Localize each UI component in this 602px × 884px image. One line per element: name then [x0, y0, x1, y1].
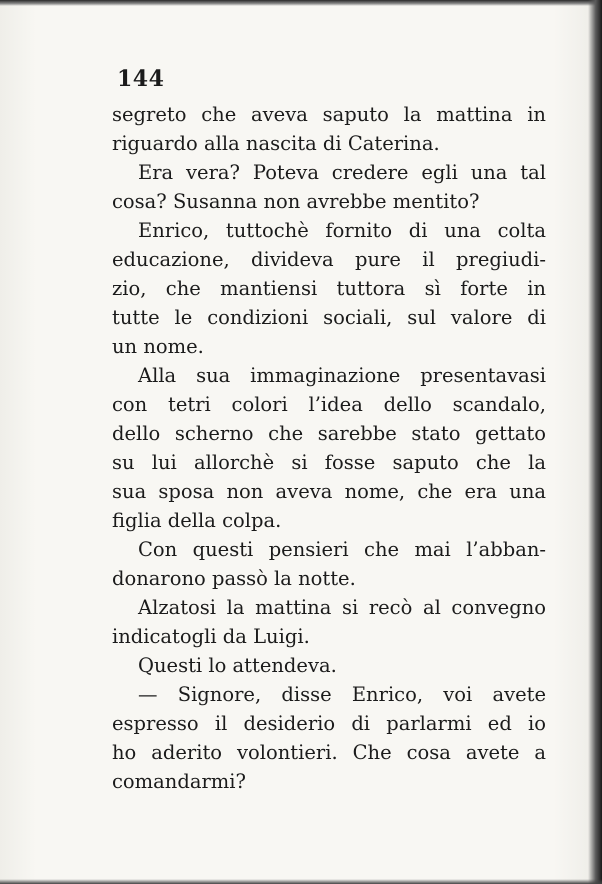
- text-line: zio, che mantiensi tuttora sì forte in: [112, 277, 546, 300]
- text-line: educazione, divideva pure il pregiudi-: [112, 248, 546, 271]
- text-line: segreto che aveva saputo la mattina in: [112, 103, 546, 126]
- text-line: Alla sua immaginazione presentavasi: [138, 364, 546, 387]
- text-line: — Signore, disse Enrico, voi avete: [138, 683, 546, 706]
- text-line: un nome.: [112, 335, 204, 358]
- text-line: espresso il desiderio di parlarmi ed io: [112, 712, 546, 735]
- text-line: con tetri colori l’idea dello scandalo,: [112, 393, 546, 416]
- text-line: Era vera? Poteva credere egli una tal: [138, 161, 546, 184]
- text-line: indicatogli da Luigi.: [112, 625, 310, 648]
- text-line: figlia della colpa.: [112, 509, 282, 532]
- text-line: tutte le condizioni sociali, sul valore di: [112, 306, 546, 329]
- text-line: Questi lo attendeva.: [138, 654, 337, 677]
- text-line: Alzatosi la mattina si recò al convegno: [138, 596, 546, 619]
- text-line: dello scherno che sarebbe stato gettato: [112, 422, 546, 445]
- text-line: donarono passò la notte.: [112, 567, 356, 590]
- body-text: [112, 100, 546, 796]
- text-line: ho aderito volontieri. Che cosa avete a: [112, 741, 546, 764]
- text-line: riguardo alla nascita di Caterina.: [112, 132, 440, 155]
- text-line: Enrico, tuttochè fornito di una colta: [138, 219, 546, 242]
- text-line: su lui allorchè si fosse saputo che la: [112, 451, 546, 474]
- text-line: cosa? Susanna non avrebbe mentito?: [112, 190, 480, 213]
- page-top-edge: [0, 0, 602, 6]
- page-bottom-edge: [0, 879, 602, 884]
- text-line: sua sposa non aveva nome, che era una: [112, 480, 546, 503]
- text-line: comandarmi?: [112, 770, 246, 793]
- page-number: 144: [117, 66, 165, 92]
- text-line: Con questi pensieri che mai l’abban-: [138, 538, 546, 561]
- page-binding-edge: [588, 0, 602, 884]
